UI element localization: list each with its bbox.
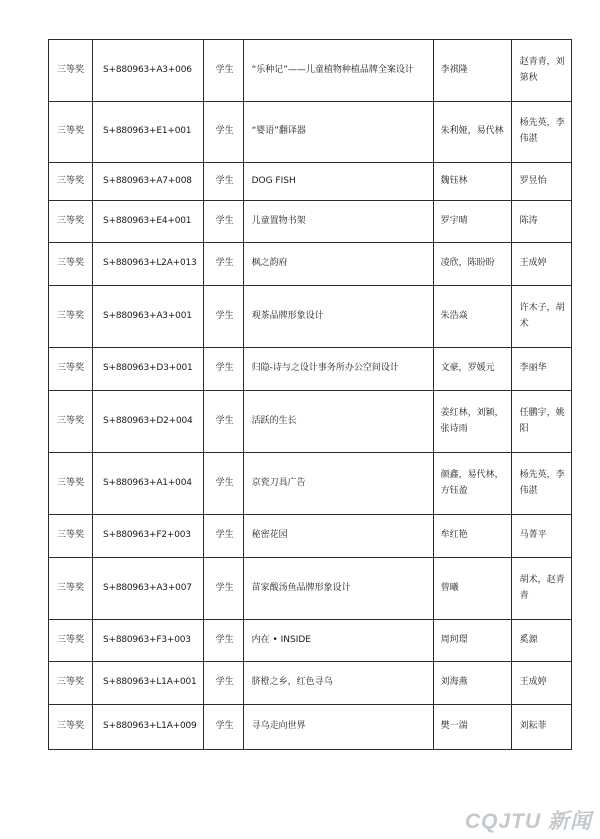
authors-cell: 朱浩焱 bbox=[433, 286, 511, 348]
awards-table-body bbox=[49, 40, 572, 750]
advisors-cell: 李丽华 bbox=[511, 348, 571, 391]
participant-type-cell: 学生 bbox=[203, 515, 243, 558]
participant-type-cell: 学生 bbox=[203, 201, 243, 243]
entry-code-cell: S+880963+L1A+001 bbox=[93, 662, 204, 705]
table-row bbox=[49, 662, 572, 705]
award-cell: 三等奖 bbox=[49, 286, 93, 348]
table-row bbox=[49, 620, 572, 662]
award-cell: 三等奖 bbox=[49, 558, 93, 620]
authors-cell: 魏钰林 bbox=[433, 163, 511, 201]
participant-type-cell: 学生 bbox=[203, 102, 243, 163]
advisors-cell: 杨先英，李伟湛 bbox=[511, 453, 571, 515]
authors-cell: 罗宇晴 bbox=[433, 201, 511, 243]
work-title-cell: 秘密花园 bbox=[243, 515, 433, 558]
work-title-cell: 归隐-诗与之设计事务所办公空间设计 bbox=[243, 348, 433, 391]
participant-type-cell: 学生 bbox=[203, 453, 243, 515]
work-title-cell: 京瓷刀具广告 bbox=[243, 453, 433, 515]
work-title-cell: 内在 • INSIDE bbox=[243, 620, 433, 662]
authors-cell: 姜红林，刘颖，张诗雨 bbox=[433, 391, 511, 453]
award-cell: 三等奖 bbox=[49, 40, 93, 102]
authors-cell: 凌欣，陈盼盼 bbox=[433, 243, 511, 286]
participant-type-cell: 学生 bbox=[203, 40, 243, 102]
participant-type-cell: 学生 bbox=[203, 163, 243, 201]
authors-cell: 李祺隆 bbox=[433, 40, 511, 102]
participant-type-cell: 学生 bbox=[203, 391, 243, 453]
entry-code-cell: S+880963+L1A+009 bbox=[93, 705, 204, 750]
advisors-cell: 王成婷 bbox=[511, 662, 571, 705]
table-row bbox=[49, 163, 572, 201]
authors-cell: 牟红艳 bbox=[433, 515, 511, 558]
entry-code-cell: S+880963+A1+004 bbox=[93, 453, 204, 515]
participant-type-cell: 学生 bbox=[203, 705, 243, 750]
award-cell: 三等奖 bbox=[49, 102, 93, 163]
work-title-cell: 活跃的生长 bbox=[243, 391, 433, 453]
award-cell: 三等奖 bbox=[49, 163, 93, 201]
work-title-cell: 脐橙之乡，红色寻乌 bbox=[243, 662, 433, 705]
advisors-cell: 王成婷 bbox=[511, 243, 571, 286]
participant-type-cell: 学生 bbox=[203, 348, 243, 391]
award-cell: 三等奖 bbox=[49, 453, 93, 515]
participant-type-cell: 学生 bbox=[203, 286, 243, 348]
authors-cell: 朱利娅，易代林 bbox=[433, 102, 511, 163]
award-cell: 三等奖 bbox=[49, 620, 93, 662]
advisors-cell: 陈涛 bbox=[511, 201, 571, 243]
table-row bbox=[49, 201, 572, 243]
participant-type-cell: 学生 bbox=[203, 243, 243, 286]
award-cell: 三等奖 bbox=[49, 348, 93, 391]
authors-cell: 周珂璟 bbox=[433, 620, 511, 662]
advisors-cell: 杨先英，李伟湛 bbox=[511, 102, 571, 163]
authors-cell: 颜鑫，易代林，方钰盈 bbox=[433, 453, 511, 515]
work-title-cell: “婴语”翻译器 bbox=[243, 102, 433, 163]
advisors-cell: 罗昱怡 bbox=[511, 163, 571, 201]
entry-code-cell: S+880963+D3+001 bbox=[93, 348, 204, 391]
advisors-cell: 奚源 bbox=[511, 620, 571, 662]
award-cell: 三等奖 bbox=[49, 391, 93, 453]
work-title-cell: 苗家酸汤鱼品牌形象设计 bbox=[243, 558, 433, 620]
table-row bbox=[49, 453, 572, 515]
entry-code-cell: S+880963+E1+001 bbox=[93, 102, 204, 163]
entry-code-cell: S+880963+A3+006 bbox=[93, 40, 204, 102]
table-row bbox=[49, 40, 572, 102]
table-row bbox=[49, 243, 572, 286]
participant-type-cell: 学生 bbox=[203, 558, 243, 620]
entry-code-cell: S+880963+F3+003 bbox=[93, 620, 204, 662]
award-cell: 三等奖 bbox=[49, 201, 93, 243]
table-row bbox=[49, 558, 572, 620]
table-row bbox=[49, 705, 572, 750]
work-title-cell: 观茶品牌形象设计 bbox=[243, 286, 433, 348]
work-title-cell: 枫之韵府 bbox=[243, 243, 433, 286]
advisors-cell: 任鹏宇，姚阳 bbox=[511, 391, 571, 453]
work-title-cell: “乐种记”——儿童植物种植品牌全案设计 bbox=[243, 40, 433, 102]
table-row bbox=[49, 102, 572, 163]
work-title-cell: 寻乌走向世界 bbox=[243, 705, 433, 750]
table-row bbox=[49, 286, 572, 348]
table-row bbox=[49, 515, 572, 558]
authors-cell: 刘海燕 bbox=[433, 662, 511, 705]
advisors-cell: 许木子，胡术 bbox=[511, 286, 571, 348]
award-cell: 三等奖 bbox=[49, 705, 93, 750]
entry-code-cell: S+880963+F2+003 bbox=[93, 515, 204, 558]
participant-type-cell: 学生 bbox=[203, 662, 243, 705]
advisors-cell: 刘耘菲 bbox=[511, 705, 571, 750]
work-title-cell: 儿童置物书架 bbox=[243, 201, 433, 243]
entry-code-cell: S+880963+A3+001 bbox=[93, 286, 204, 348]
award-cell: 三等奖 bbox=[49, 662, 93, 705]
entry-code-cell: S+880963+A7+008 bbox=[93, 163, 204, 201]
participant-type-cell: 学生 bbox=[203, 620, 243, 662]
advisors-cell: 马菁平 bbox=[511, 515, 571, 558]
entry-code-cell: S+880963+L2A+013 bbox=[93, 243, 204, 286]
work-title-cell: DOG FISH bbox=[243, 163, 433, 201]
entry-code-cell: S+880963+D2+004 bbox=[93, 391, 204, 453]
table-row bbox=[49, 348, 572, 391]
entry-code-cell: S+880963+E4+001 bbox=[93, 201, 204, 243]
advisors-cell: 胡术，赵青青 bbox=[511, 558, 571, 620]
table-row bbox=[49, 391, 572, 453]
entry-code-cell: S+880963+A3+007 bbox=[93, 558, 204, 620]
news-watermark: CQJTU 新闻 bbox=[464, 810, 592, 833]
award-cell: 三等奖 bbox=[49, 515, 93, 558]
authors-cell: 文豪，罗媛元 bbox=[433, 348, 511, 391]
award-cell: 三等奖 bbox=[49, 243, 93, 286]
authors-cell: 樊一湍 bbox=[433, 705, 511, 750]
awards-table bbox=[48, 39, 572, 750]
authors-cell: 曾曦 bbox=[433, 558, 511, 620]
advisors-cell: 赵青青，刘第秋 bbox=[511, 40, 571, 102]
